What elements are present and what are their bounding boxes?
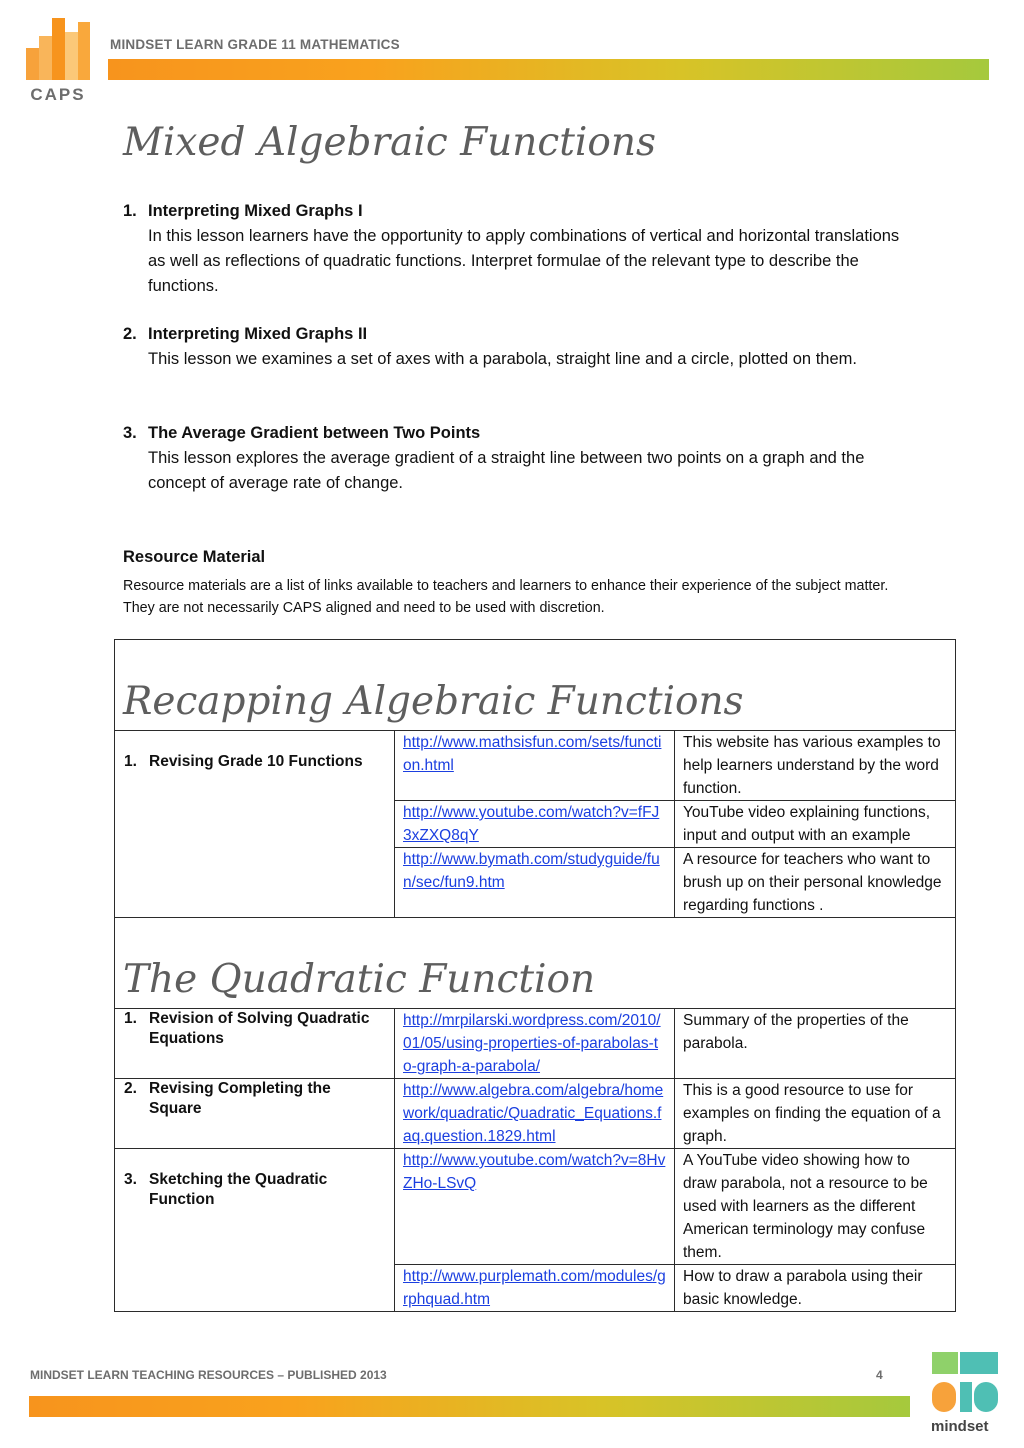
resource-link[interactable]: http://www.purplemath.com/modules/grphquad.htm [403,1268,666,1308]
lesson-title: Interpreting Mixed Graphs II [148,325,368,343]
resource-link[interactable]: http://www.mathsisfun.com/sets/function.html [403,734,662,774]
lesson-number: 3. [123,424,137,442]
description-cell: Summary of the properties of the parabola. [675,1009,956,1079]
description-cell: A resource for teachers who want to brush up on their personal knowledge regarding functions . [675,848,956,918]
section-title: Recapping Algebraic Functions [123,679,744,724]
lesson-number: 1. [123,202,137,220]
topic-label: Revising Completing the Square [149,1080,331,1117]
footer-bar [29,1396,910,1417]
topic-cell [115,1079,395,1149]
header-title: MINDSET LEARN GRADE 11 MATHEMATICS [110,37,400,52]
topic-label: Revising Grade 10 Functions [149,753,363,770]
lesson-description: This lesson we examines a set of axes with a parabola, straight line and a circle, plotted on them. [148,350,857,368]
resource-link[interactable]: http://www.youtube.com/watch?v=8HvZHo-LSvQ [403,1152,666,1192]
topic-cell [115,1009,395,1079]
link-cell [395,848,675,918]
topic-number: 2. [124,1080,137,1097]
lesson-item [123,421,903,496]
link-cell [395,1009,675,1079]
table-row [115,731,956,801]
caps-logo-text: CAPS [30,85,86,102]
lesson-item [123,322,903,372]
description-cell: How to draw a parabola using their basic knowledge. [675,1265,956,1312]
description-cell: YouTube video explaining functions, input and output with an example [675,801,956,848]
description-cell: A YouTube video showing how to draw parabola, not a resource to be used with learners as the different American terminology may confuse them. [675,1149,956,1265]
topic-number: 1. [124,1010,137,1027]
section-header [115,918,956,1009]
link-cell [395,801,675,848]
mindset-logo [930,1348,1000,1412]
resource-table [114,639,956,1312]
page-title: Mixed Algebraic Functions [123,120,656,165]
header-bar [108,59,989,80]
lesson-description: In this lesson learners have the opportunity to apply combinations of vertical and horizontal translations as well as reflections of quadratic functions. Interpret formulae of the relevant type to describe the functions. [148,227,900,295]
topic-label: Revision of Solving Quadratic Equations [149,1010,370,1047]
table-row [115,1009,956,1079]
lesson-description: This lesson explores the average gradient of a straight line between two points on a graph and the concept of average rate of change. [148,449,865,492]
lesson-title: The Average Gradient between Two Points [148,424,481,442]
footer-text: MINDSET LEARN TEACHING RESOURCES – PUBLISHED 2013 [30,1368,387,1382]
topic-number: 1. [124,753,137,770]
resource-link[interactable]: http://www.youtube.com/watch?v=fFJ3xZXQ8qY [403,804,660,844]
resource-link[interactable]: http://mrpilarski.wordpress.com/2010/01/05/using-properties-of-parabolas-to-graph-a-parabola/ [403,1012,661,1075]
page-number: 4 [876,1368,883,1382]
topic-cell [115,731,395,918]
section-title: The Quadratic Function [123,957,596,1002]
mindset-logo-text: mindset [931,1418,989,1435]
topic-label: Sketching the Quadratic Function [149,1171,328,1208]
caps-logo [26,18,90,102]
resource-heading: Resource Material [123,548,266,566]
table-row [115,1149,956,1265]
lesson-title: Interpreting Mixed Graphs I [148,202,363,220]
link-cell [395,1265,675,1312]
table-row [115,1079,956,1149]
link-cell [395,731,675,801]
link-cell [395,1149,675,1265]
section-header [115,640,956,731]
description-cell: This is a good resource to use for examples on finding the equation of a graph. [675,1079,956,1149]
topic-number: 3. [124,1171,137,1188]
lesson-item [123,199,903,299]
lesson-number: 2. [123,325,137,343]
description-cell: This website has various examples to help learners understand by the word function. [675,731,956,801]
resource-link[interactable]: http://www.algebra.com/algebra/homework/quadratic/Quadratic_Equations.faq.question.1829.html [403,1082,664,1145]
topic-cell [115,1149,395,1312]
resource-link[interactable]: http://www.bymath.com/studyguide/fun/sec/fun9.htm [403,851,660,891]
link-cell [395,1079,675,1149]
resource-description: Resource materials are a list of links available to teachers and learners to enhance their experience of the subject matter. They are not necessarily CAPS aligned and need to be used with discretion. [123,578,889,616]
